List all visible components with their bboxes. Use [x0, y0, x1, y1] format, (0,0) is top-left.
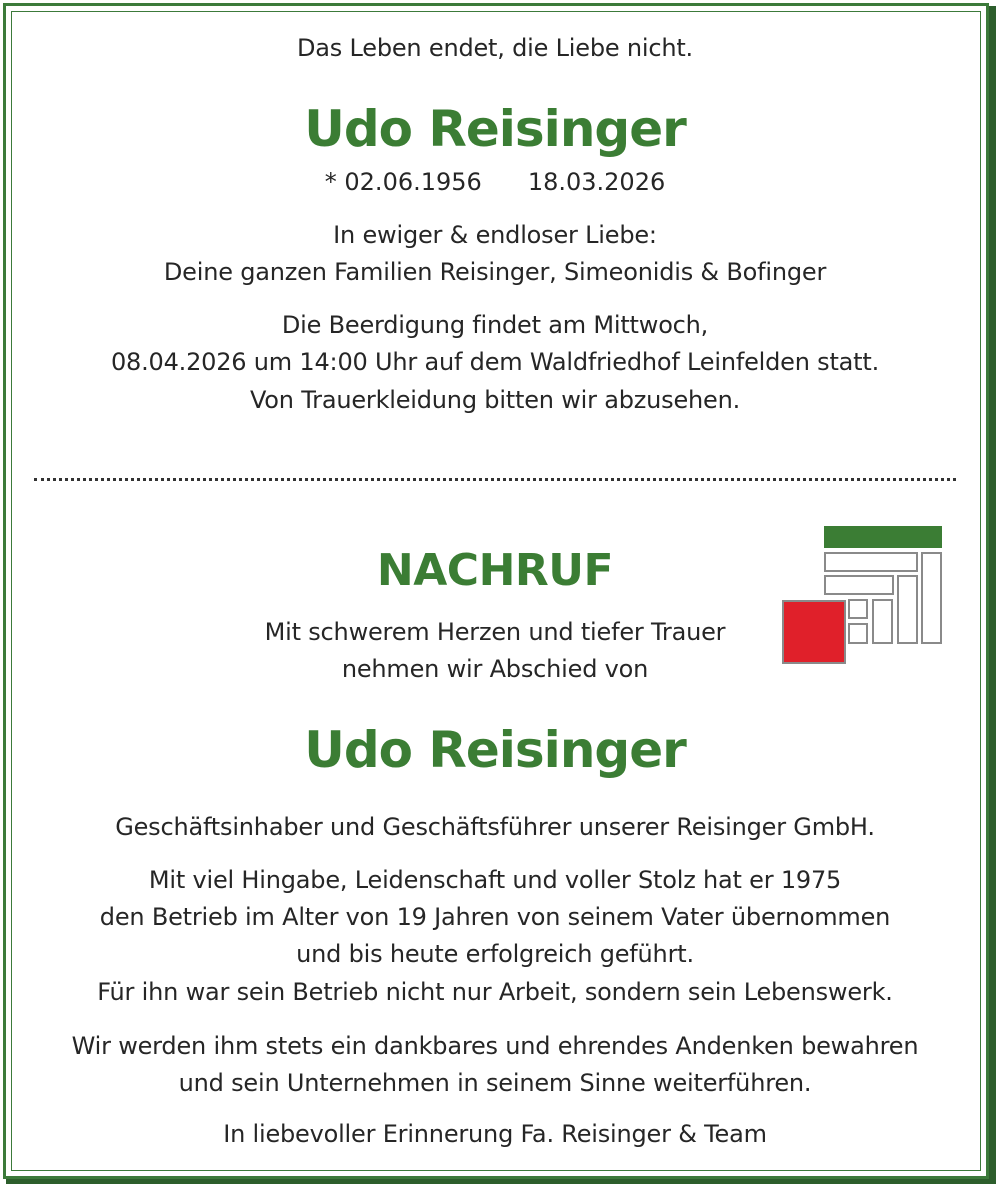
family-line-1: In ewiger & endloser Liebe: [333, 221, 657, 249]
logo-block [921, 552, 942, 644]
funeral-line-3: Von Trauerkleidung bitten wir abzusehen. [249, 386, 741, 414]
deceased-name-top: Udo Reisinger [304, 100, 686, 158]
deceased-name-obituary: Udo Reisinger [304, 721, 686, 779]
motto: Das Leben endet, die Liebe nicht. [297, 34, 693, 62]
company-logo-icon [780, 526, 945, 668]
logo-block [872, 599, 893, 644]
dotted-divider [34, 478, 956, 481]
logo-red-square [782, 600, 846, 664]
death-date: 18.03.2026 [527, 168, 666, 196]
funeral-line-1: Die Beerdigung findet am Mittwoch, [281, 311, 709, 339]
birth-date: * 02.06.1956 [324, 168, 482, 196]
frame-shadow-bottom [6, 1179, 996, 1184]
funeral-line-2: 08.04.2026 um 14:00 Uhr auf dem Waldfriedhof Leinfelden statt. [110, 348, 880, 376]
logo-green-bar [824, 526, 942, 548]
logo-block [848, 599, 868, 619]
logo-block [824, 575, 894, 595]
obituary-body-line-1: Mit viel Hingabe, Leidenschaft und voller Stolz hat er 1975 [148, 866, 842, 894]
obituary-body-line-3: und bis heute erfolgreich geführt. [296, 940, 694, 968]
logo-block [824, 552, 918, 572]
obituary-intro-line-1: Mit schwerem Herzen und tiefer Trauer [264, 618, 726, 646]
obituary-closing-line-1: Wir werden ihm stets ein dankbares und ehrendes Andenken bewahren [71, 1032, 919, 1060]
obituary-body-line-4: Für ihn war sein Betrieb nicht nur Arbeit, sondern sein Lebenswerk. [97, 978, 893, 1006]
logo-block [848, 623, 868, 644]
obituary-closing-line-2: und sein Unternehmen in seinem Sinne weiterführen. [178, 1069, 812, 1097]
logo-block [897, 575, 918, 644]
family-line-2: Deine ganzen Familien Reisinger, Simeonidis & Bofinger [163, 258, 827, 286]
obituary-role: Geschäftsinhaber und Geschäftsführer unserer Reisinger GmbH. [115, 813, 875, 841]
obituary-heading: NACHRUF [376, 545, 614, 596]
obituary-intro-line-2: nehmen wir Abschied von [341, 655, 649, 683]
frame-shadow-right [989, 6, 996, 1182]
obituary-signature: In liebevoller Erinnerung Fa. Reisinger & Team [223, 1120, 767, 1148]
life-dates [0, 168, 990, 196]
obituary-body-line-2: den Betrieb im Alter von 19 Jahren von seinem Vater übernommen [99, 903, 891, 931]
